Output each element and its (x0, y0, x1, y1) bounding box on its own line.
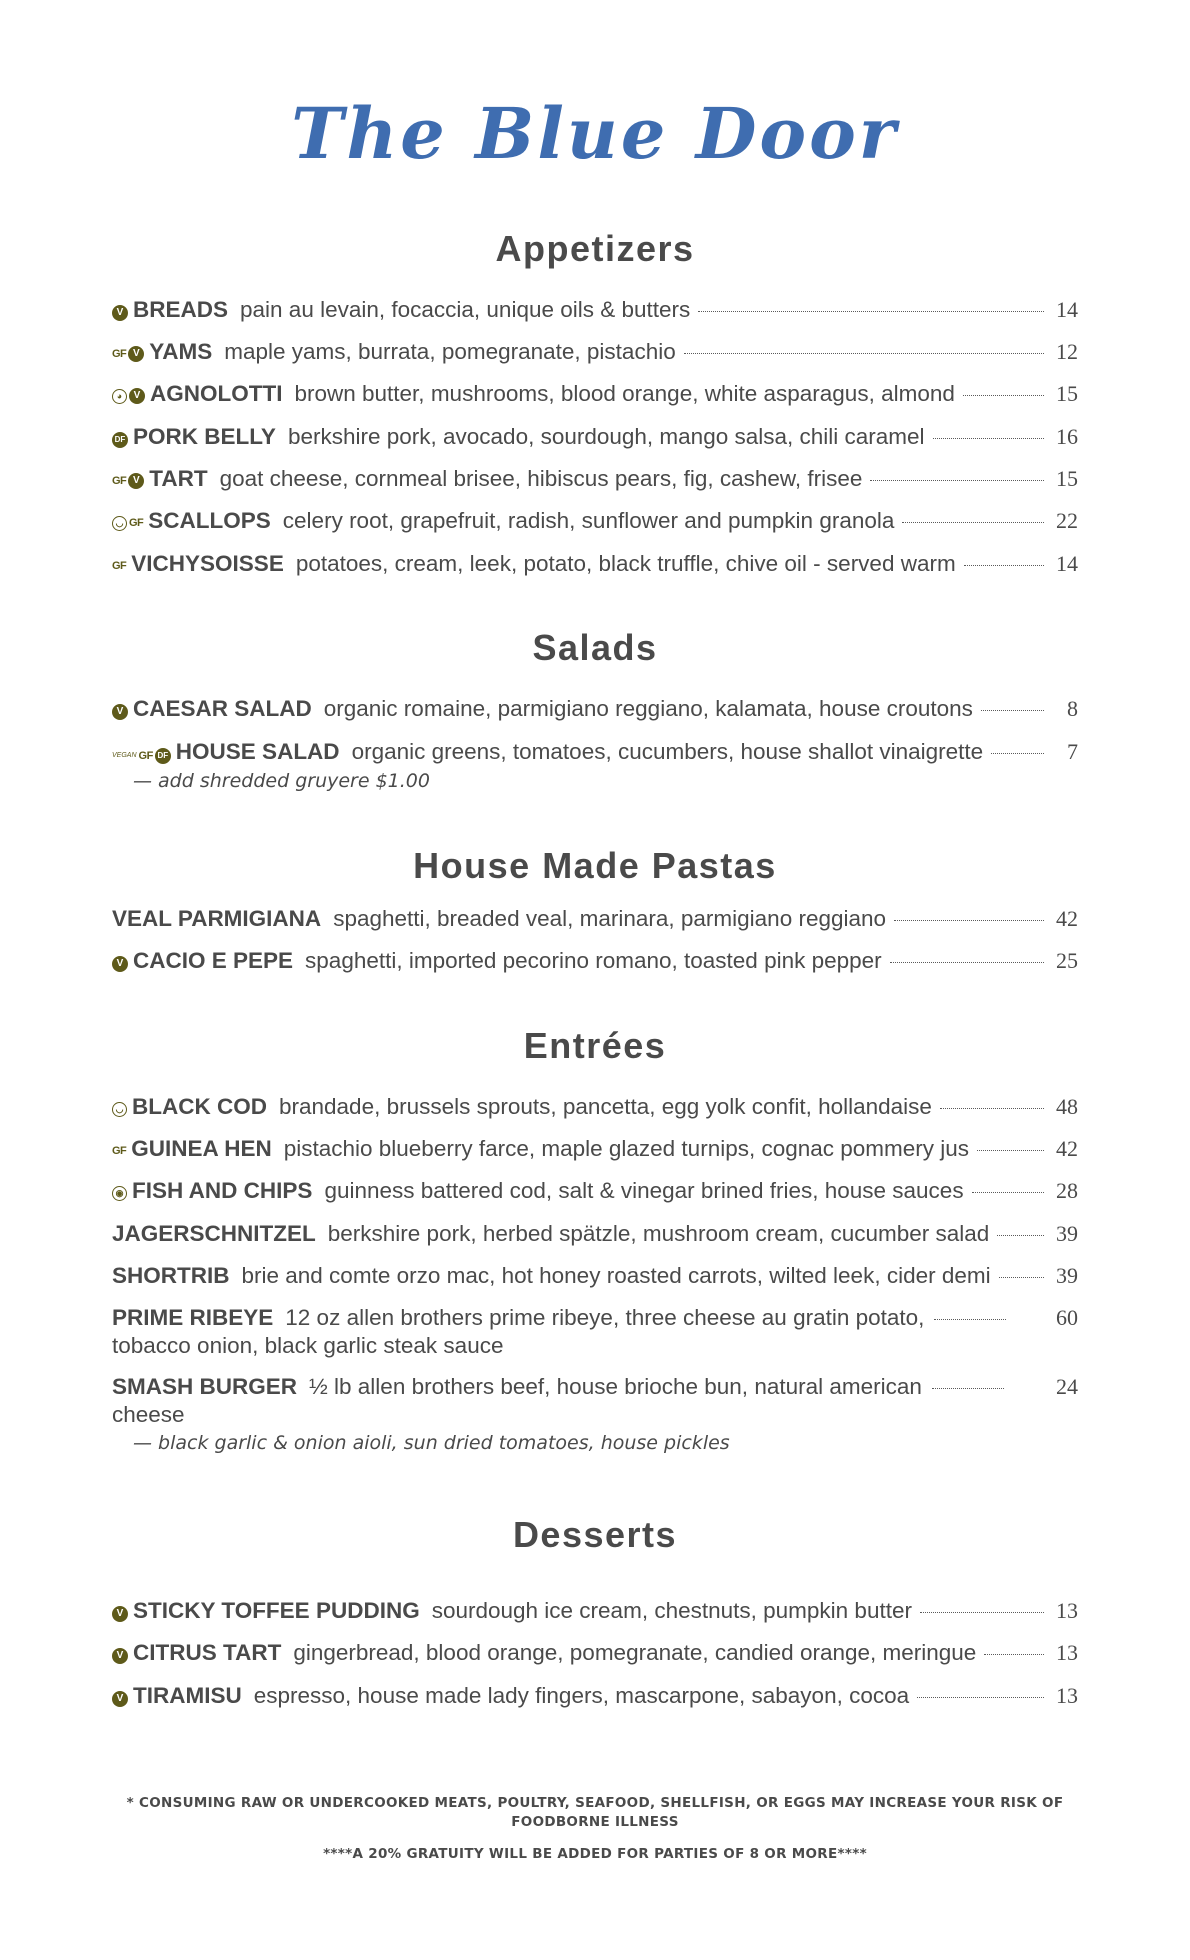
item-price: 15 (1056, 381, 1078, 406)
item-price: 25 (1056, 948, 1078, 973)
vegetarian-icon: V (112, 305, 128, 321)
gluten-free-icon: GF (138, 750, 153, 762)
price-leader (698, 311, 1044, 312)
diet-badges (112, 340, 144, 368)
menu-item (112, 1639, 1078, 1667)
price-leader (932, 1387, 1004, 1389)
vegetarian-icon: V (128, 346, 144, 362)
item-price: 14 (1056, 297, 1078, 322)
price-leader (894, 920, 1044, 921)
item-name: HOUSE SALAD (175, 739, 340, 764)
diet-badges (112, 509, 143, 537)
item-description: spaghetti, breaded veal, marinara, parmigiano reggiano (333, 906, 887, 931)
price-leader (981, 710, 1044, 711)
menu-item (112, 1597, 1078, 1625)
price-leader (684, 353, 1044, 354)
shellfish-icon: ◡ (112, 516, 127, 531)
item-name: VICHYSOISSE (131, 551, 284, 576)
item-price: 24 (1056, 1374, 1078, 1399)
price-leader (920, 1612, 1044, 1613)
item-name: STICKY TOFFEE PUDDING (133, 1598, 420, 1623)
item-description-cont: tobacco onion, black garlic steak sauce (112, 1333, 504, 1358)
price-leader (972, 1192, 1044, 1193)
diet-badges (112, 956, 128, 972)
vegetarian-icon: V (112, 1691, 128, 1707)
item-description: berkshire pork, avocado, sourdough, mango salsa, chili caramel (287, 424, 925, 449)
menu-item (112, 550, 1078, 582)
diet-badges (112, 1102, 127, 1117)
diet-badges (112, 704, 128, 720)
item-name: VEAL PARMIGIANA (112, 906, 322, 931)
gluten-free-icon: GF (129, 517, 144, 529)
item-name: SCALLOPS (148, 508, 271, 533)
item-description: organic greens, tomatoes, cucumbers, house shallot vinaigrette (351, 739, 984, 764)
menu-item (112, 947, 1078, 975)
gluten-free-icon: GF (112, 348, 127, 360)
vegetarian-icon: V (112, 1648, 128, 1664)
diet-badges (112, 388, 145, 404)
diet-badges (112, 1186, 127, 1201)
item-description: brandade, brussels sprouts, pancetta, egg yolk confit, hollandaise (279, 1094, 932, 1119)
price-leader (870, 480, 1044, 481)
item-price: 60 (1056, 1305, 1078, 1330)
item-name: TART (149, 466, 208, 491)
price-leader (999, 1277, 1044, 1278)
diet-badges (112, 742, 171, 770)
menu-item (112, 905, 1078, 933)
mushroom-icon: ◕ (112, 389, 127, 404)
dairy-free-icon: DF (155, 748, 171, 764)
item-name: AGNOLOTTI (150, 381, 283, 406)
dairy-free-icon: DF (112, 432, 128, 448)
restaurant-title: The Blue Door (291, 92, 899, 175)
item-name: FISH AND CHIPS (132, 1178, 313, 1203)
menu-item (112, 338, 1078, 370)
diet-badges (112, 1137, 126, 1165)
diet-badges (112, 1648, 128, 1664)
menu-item (112, 1093, 1078, 1121)
item-description-cont: cheese (112, 1402, 185, 1427)
item-price: 13 (1056, 1640, 1078, 1665)
price-leader (977, 1150, 1044, 1151)
diet-badges (112, 1606, 128, 1622)
diet-badges (112, 432, 128, 448)
item-price: 16 (1056, 424, 1078, 449)
item-price: 48 (1056, 1094, 1078, 1119)
item-description: potatoes, cream, leek, potato, black truffle, chive oil - served warm (295, 551, 956, 576)
item-name: GUINEA HEN (131, 1136, 272, 1161)
price-leader (940, 1108, 1044, 1109)
item-name: TIRAMISU (133, 1683, 242, 1708)
item-description: brie and comte orzo mac, hot honey roasted carrots, wilted leek, cider demi (241, 1263, 991, 1288)
price-leader (963, 395, 1044, 396)
price-leader (997, 1235, 1044, 1236)
section-heading-salads: Salads (532, 627, 658, 668)
item-description: organic romaine, parmigiano reggiano, kalamata, house croutons (323, 696, 973, 721)
item-name: PRIME RIBEYE (112, 1305, 274, 1330)
item-price: 8 (1067, 696, 1078, 721)
item-description: espresso, house made lady fingers, mascarpone, sabayon, cocoa (253, 1683, 910, 1708)
diet-badges (112, 305, 128, 321)
menu-item (112, 1135, 1078, 1167)
item-name: CITRUS TART (133, 1640, 282, 1665)
section-heading-entrees: Entrées (523, 1025, 667, 1066)
gluten-free-icon: GF (112, 475, 127, 487)
price-leader (890, 962, 1044, 963)
gratuity-notice: ****A 20% GRATUITY WILL BE ADDED FOR PARTIES OF 8 OR MORE**** (323, 1846, 867, 1862)
item-price: 15 (1056, 466, 1078, 491)
item-price: 14 (1056, 551, 1078, 576)
menu-item (112, 1262, 1078, 1290)
item-description: goat cheese, cornmeal brisee, hibiscus pears, fig, cashew, frisee (219, 466, 863, 491)
fish-icon: ◉ (112, 1186, 127, 1201)
shellfish-icon: ◡ (112, 1102, 127, 1117)
menu-item (112, 380, 1078, 408)
item-name: BREADS (133, 297, 229, 322)
menu-item (112, 695, 1078, 723)
item-name: YAMS (149, 339, 213, 364)
item-description: guinness battered cod, salt & vinegar brined fries, house sauces (324, 1178, 964, 1203)
price-leader (991, 753, 1044, 754)
item-price: 13 (1056, 1683, 1078, 1708)
vegetarian-icon: V (112, 704, 128, 720)
item-name: SHORTRIB (112, 1263, 230, 1288)
price-leader (933, 438, 1044, 439)
item-price: 22 (1056, 508, 1078, 533)
item-price: 42 (1056, 1136, 1078, 1161)
section-heading-pastas: House Made Pastas (413, 845, 777, 886)
item-description: 12 oz allen brothers prime ribeye, three cheese au gratin potato, (285, 1305, 925, 1330)
salad-note: — add shredded gruyere $1.00 (133, 770, 430, 792)
menu-item (112, 738, 1078, 772)
item-description: gingerbread, blood orange, pomegranate, candied orange, meringue (293, 1640, 977, 1665)
menu-item (112, 507, 1078, 539)
item-description: pain au levain, focaccia, unique oils & butters (240, 297, 691, 322)
diet-badges (112, 1691, 128, 1707)
diet-badges (112, 552, 126, 580)
vegetarian-icon: V (112, 1606, 128, 1622)
price-leader (964, 565, 1044, 566)
item-price: 28 (1056, 1178, 1078, 1203)
item-description: sourdough ice cream, chestnuts, pumpkin butter (431, 1598, 912, 1623)
price-leader (902, 522, 1044, 523)
item-name: BLACK COD (132, 1094, 267, 1119)
vegetarian-icon: V (112, 956, 128, 972)
menu-item (112, 1177, 1078, 1205)
item-name: CAESAR SALAD (133, 696, 312, 721)
item-description: maple yams, burrata, pomegranate, pistachio (224, 339, 676, 364)
item-description: brown butter, mushrooms, blood orange, white asparagus, almond (294, 381, 955, 406)
item-price: 39 (1056, 1221, 1078, 1246)
entree-note: — black garlic & onion aioli, sun dried tomatoes, house pickles (133, 1432, 730, 1454)
item-name: PORK BELLY (133, 424, 276, 449)
item-name: JAGERSCHNITZEL (112, 1221, 316, 1246)
menu-item (112, 296, 1078, 324)
section-heading-desserts: Desserts (512, 1514, 678, 1555)
item-description: celery root, grapefruit, radish, sunflower and pumpkin granola (282, 508, 895, 533)
menu-item (112, 1682, 1078, 1710)
item-price: 39 (1056, 1263, 1078, 1288)
gluten-free-icon: GF (112, 560, 127, 572)
price-leader (917, 1697, 1044, 1698)
vegetarian-icon: V (129, 388, 145, 404)
menu-item (112, 465, 1078, 497)
item-description: berkshire pork, herbed spätzle, mushroom cream, cucumber salad (327, 1221, 990, 1246)
item-description: pistachio blueberry farce, maple glazed turnips, cognac pommery jus (283, 1136, 970, 1161)
item-price: 42 (1056, 906, 1078, 931)
vegan-icon: VEGAN (112, 752, 137, 759)
diet-badges (112, 467, 144, 495)
item-name: CACIO E PEPE (133, 948, 294, 973)
menu-item (112, 423, 1078, 451)
price-leader (934, 1318, 1006, 1320)
raw-food-warning: * CONSUMING RAW OR UNDERCOOKED MEATS, POULTRY, SEAFOOD, SHELLFISH, OR EGGS MAY INCREASE YOUR RISK OF FOODBORNE ILLNESS (126, 1795, 1064, 1830)
item-description: ½ lb allen brothers beef, house brioche bun, natural american (309, 1374, 922, 1399)
item-description: spaghetti, imported pecorino romano, toasted pink pepper (305, 948, 882, 973)
menu-item (112, 1373, 1078, 1429)
price-leader (984, 1654, 1044, 1655)
item-name: SMASH BURGER (112, 1374, 298, 1399)
section-heading-appetizers: Appetizers (495, 228, 695, 269)
item-price: 13 (1056, 1598, 1078, 1623)
item-price: 12 (1056, 339, 1078, 364)
menu-item (112, 1220, 1078, 1248)
item-price: 7 (1067, 739, 1078, 764)
gluten-free-icon: GF (112, 1145, 127, 1157)
vegetarian-icon: V (128, 473, 144, 489)
menu-item (112, 1304, 1078, 1360)
